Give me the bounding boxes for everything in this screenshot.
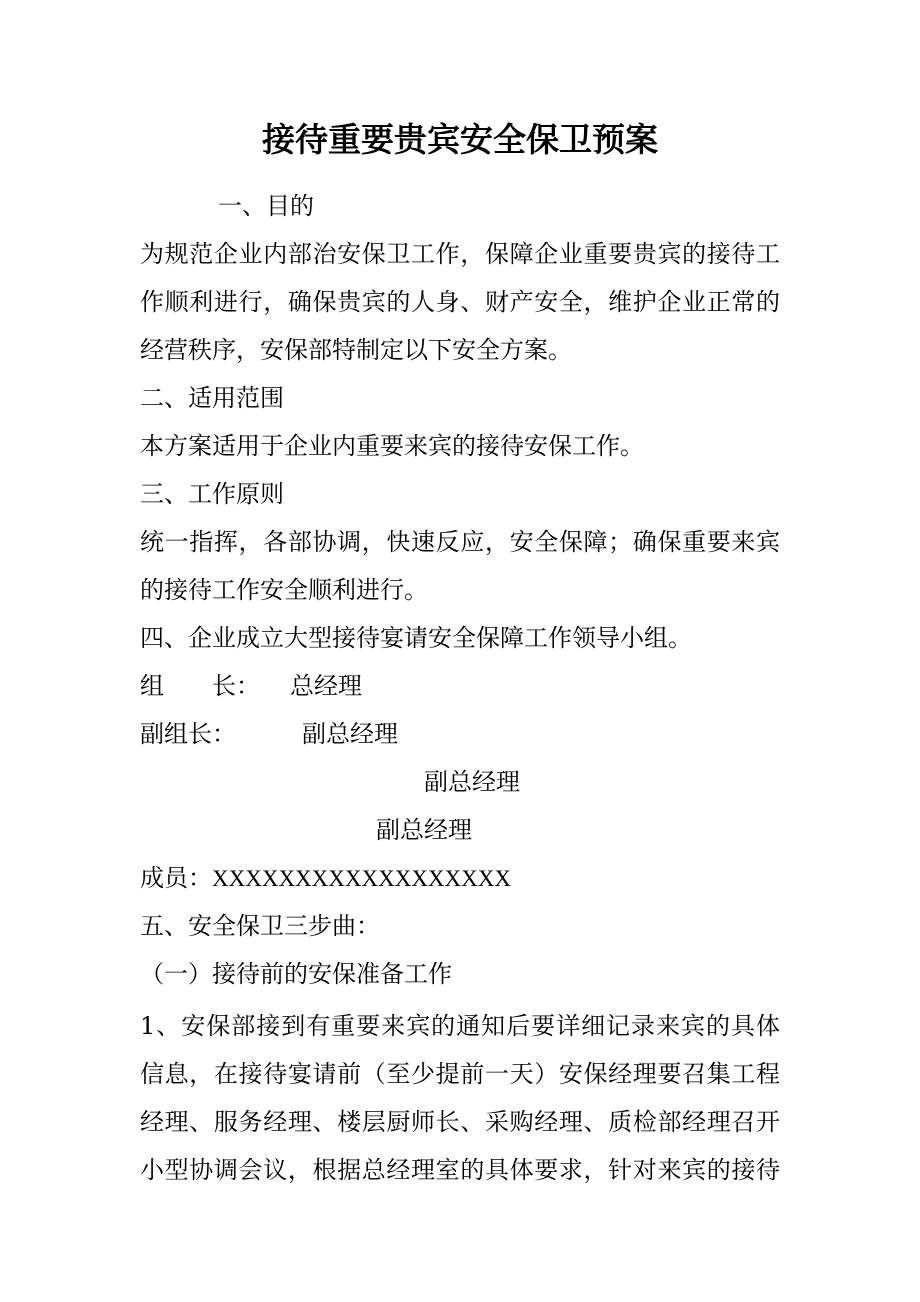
deputy-row — [140, 718, 398, 750]
document-title: 接待重要贵宾安全保卫预案 — [262, 120, 658, 159]
purpose-heading: 一、目的 — [218, 192, 314, 220]
deputy-value-3: 副总经理 — [376, 816, 472, 844]
purpose-line-3: 经营秩序，安保部特制定以下安全方案。 — [140, 336, 572, 364]
group-heading: 四、企业成立大型接待宴请安全保障工作领导小组。 — [140, 624, 692, 652]
deputy-label: 副组长： — [140, 720, 236, 748]
members-row — [140, 862, 511, 895]
step1-line-1: 1、安保部接到有重要来宾的通知后要详细记录来宾的具体 — [140, 1012, 780, 1040]
step1-line-4: 小型协调会议，根据总经理室的具体要求，针对来宾的接待 — [140, 1156, 780, 1184]
principle-line-1: 统一指挥，各部协调，快速反应，安全保障；确保重要来宾 — [140, 528, 780, 556]
purpose-line-1: 为规范企业内部治安保卫工作，保障企业重要贵宾的接待工 — [140, 240, 780, 268]
scope-heading: 二、适用范围 — [140, 384, 284, 412]
scope-text: 本方案适用于企业内重要来宾的接待安保工作。 — [140, 432, 644, 460]
members-value: XXXXXXXXXXXXXXXXXX — [212, 866, 511, 891]
deputy-value-2: 副总经理 — [424, 768, 520, 796]
leader-label: 组 长： — [140, 672, 260, 700]
step1-heading: （一）接待前的安保准备工作 — [140, 960, 452, 988]
leader-row — [140, 670, 362, 702]
principle-line-2: 的接待工作安全顺利进行。 — [140, 576, 428, 604]
purpose-line-2: 作顺利进行，确保贵宾的人身、财产安全，维护企业正常的 — [140, 288, 780, 316]
leader-value: 总经理 — [290, 672, 362, 700]
members-label: 成员： — [140, 864, 212, 892]
principle-heading: 三、工作原则 — [140, 480, 284, 508]
step1-line-2: 信息，在接待宴请前（至少提前一天）安保经理要召集工程 — [140, 1060, 780, 1088]
deputy-value-1: 副总经理 — [302, 720, 398, 748]
step1-line-3: 经理、服务经理、楼层厨师长、采购经理、质检部经理召开 — [140, 1108, 780, 1136]
steps-heading: 五、安全保卫三步曲： — [140, 912, 380, 940]
